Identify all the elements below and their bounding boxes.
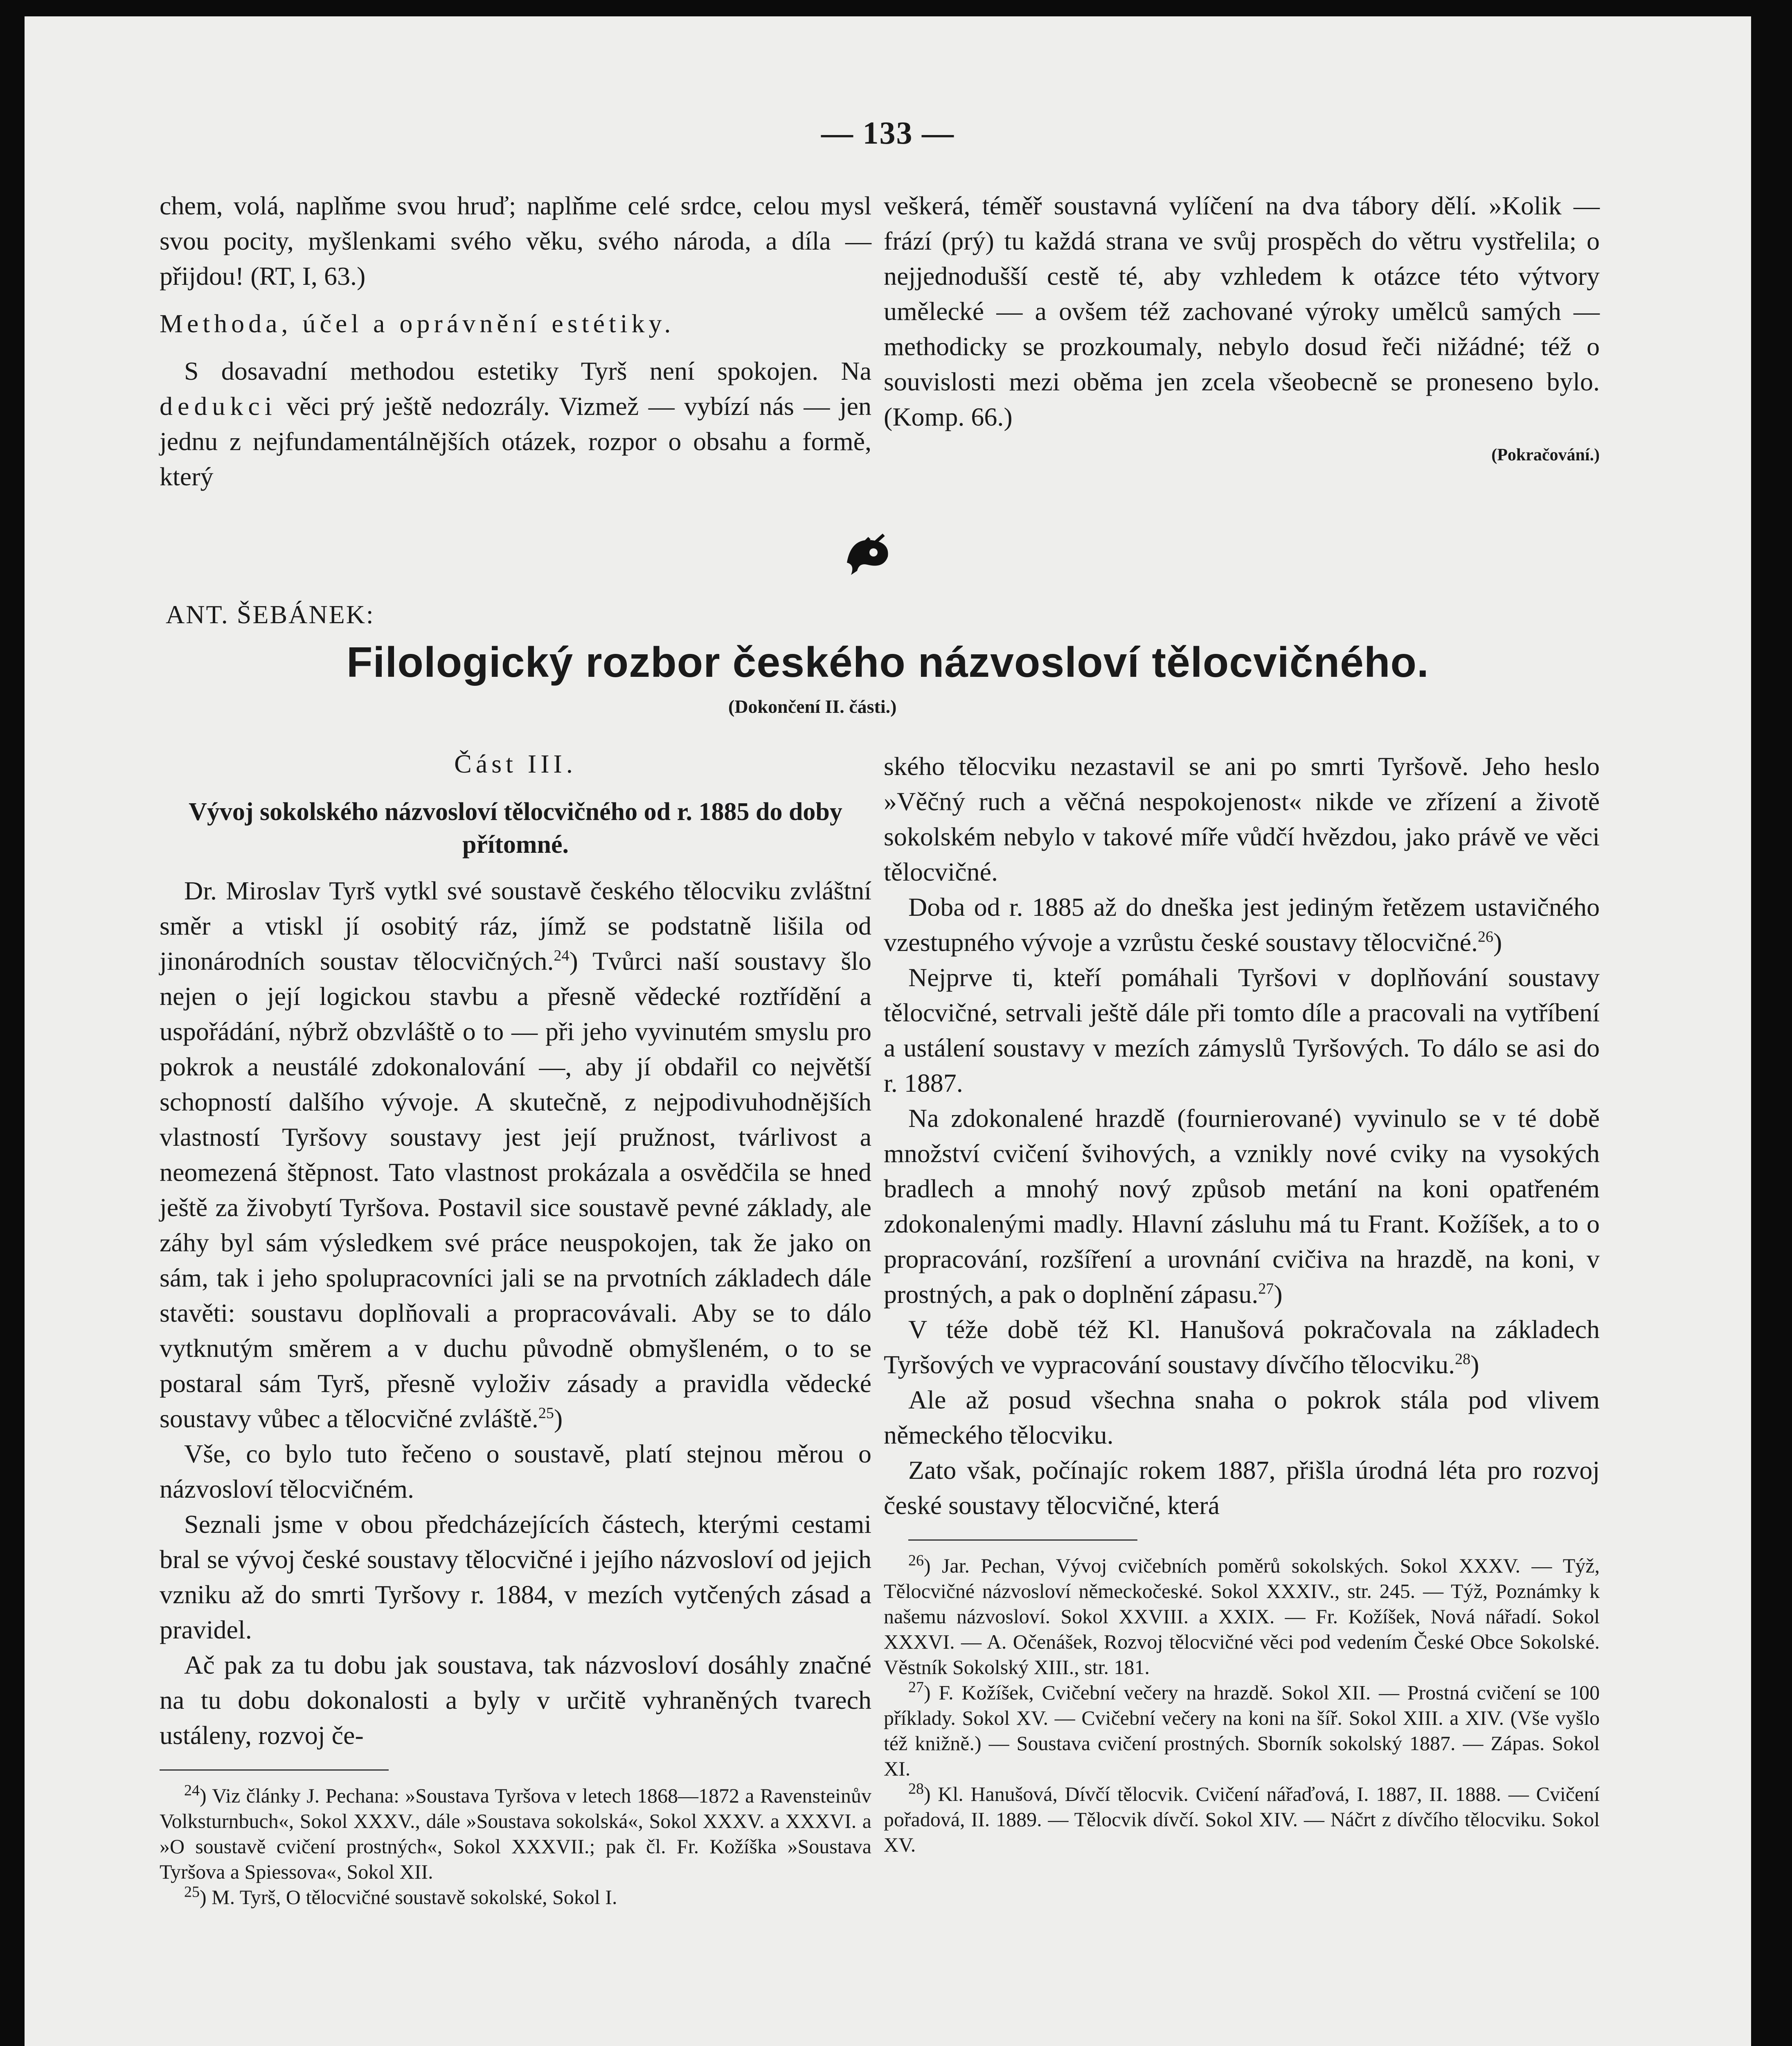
- ornament-icon: [839, 530, 896, 579]
- paragraph: veškerá, téměř soustavná vylíčení na dva tábory dělí. »Kolik — frází (prý) tu každá strana ve svůj prospěch do větru vystřelila; o nejjednodušší cestě té, aby vzhledem k otázce této výtvory umělecké — a ovšem též zachované výroky umělců samých — methodicky se prozkoumaly, nebylo dosud řeči nižádné; též o souvislosti mezi oběma jen zcela všeobecně se proneseno bylo. (Komp. 66.): [884, 191, 1600, 431]
- footnote-ref: 26: [1478, 928, 1493, 946]
- footnote-divider: [908, 1539, 1137, 1541]
- right-column: [884, 749, 1600, 1857]
- paragraph: chem, volá, naplňme svou hruď; naplňme celé srdce, celou mysl svou pocity, myšlenkami svého věku, svého národa, a díla — přijdou! (RT, I, 63.): [160, 191, 871, 291]
- footnote-number: 25: [184, 1883, 200, 1901]
- paragraph: Seznali jsme v obou předcházejících částech, kterými cestami bral se vývoj české soustavy tělocvičné i jejího názvosloví od jejich vzniku až do smrti Tyršovy r. 1884, v mezích vytčených zásad a pravidel.: [160, 1510, 871, 1644]
- spaced-word: dedukci: [160, 392, 277, 421]
- article-title: Filologický rozbor českého názvosloví tělocvičného.: [347, 639, 1429, 686]
- paragraph: Ale až posud všechna snaha o pokrok stála pod vlivem německého tělocviku.: [884, 1385, 1600, 1449]
- author: ANT. ŠEBÁNEK:: [166, 600, 375, 629]
- footnote-text: ) Kl. Hanušová, Dívčí tělocvik. Cvičení nářaďová, I. 1887, II. 1888. — Cvičení pořadová, II. 1889. — Tělocvik dívčí. Sokol XIV. — Náčrt z dívčího tělocviku. Sokol XV.: [884, 1782, 1600, 1856]
- footnote-text: ) F. Kožíšek, Cvičební večery na hrazdě. Sokol XII. — Prostná cvičení se 100 příklady. Sokol XV. — Cvičební večery na koni na šíř. Sokol XIII. a XIV. (Vše vyšlo též knižně.) — Soustava cvičení prostných. Sborník sokolský 1887. — Zápas. Sokol XI.: [884, 1681, 1600, 1780]
- paragraph: [884, 890, 1600, 960]
- text-run: ): [554, 1404, 563, 1433]
- part-heading: Část III.: [454, 749, 577, 778]
- text-run: ): [1493, 928, 1502, 957]
- footnotes: [160, 1783, 871, 1910]
- footnote-ref: 24: [554, 947, 570, 964]
- paragraph: Ač pak za tu dobu jak soustava, tak názvosloví dosáhly značné na tu dobu dokonalosti a byly v určitě vyhraněných tvarech ustáleny, rozvoj če-: [160, 1650, 871, 1750]
- paragraph: ského tělocviku nezastavil se ani po smrti Tyršově. Jeho heslo »Věčný ruch a věčná nespokojenost« nikde ve zřízení a životě sokolském nebylo v takové míře vůdčí hvězdou, jako právě ve věci tělocvičné.: [884, 752, 1600, 886]
- text-run: věci prý ještě nedozrály. Vizmež — vybízí nás — jen jednu z nejfundamentálnějších otázek, rozpor o obsahu a formě, který: [160, 392, 871, 491]
- footnote-number: 27: [908, 1679, 924, 1696]
- footnote-ref: 28: [1455, 1350, 1471, 1368]
- text-run: Doba od r. 1885 až do dneška jest jediným řetězem ustavičného vzestupného vývoje a vzrůstu české soustavy tělocvičné.: [884, 892, 1600, 957]
- text-run: ): [1470, 1350, 1479, 1379]
- paragraph: Zato však, počínajíc rokem 1887, přišla úrodná léta pro rozvoj české soustavy tělocvičné, která: [884, 1456, 1600, 1520]
- part-subheading: Vývoj sokolského názvosloví tělocvičného od r. 1885 do doby přítomné.: [189, 798, 842, 859]
- footnote-text: ) M. Tyrš, O tělocvičné soustavě sokolské, Sokol I.: [200, 1886, 617, 1909]
- page-number: — 133 —: [821, 115, 955, 151]
- footnote-number: 24: [184, 1782, 200, 1799]
- footnotes: [884, 1553, 1600, 1857]
- footnote: [884, 1680, 1600, 1781]
- text-run: Dr. Miroslav Tyrš vytkl své soustavě českého tělocviku zvláštní směr a vtiskl jí osobitý ráz, jímž se podstatně lišila od jinonárodních soustav tělocvičných.: [160, 876, 871, 976]
- footnote-text: ) Viz články J. Pechana: »Soustava Tyršova v letech 1868—1872 a Ravensteinův Volksturnbuch«, Sokol XXXV., dále »Soustava sokolská«, Sokol XXXV. a XXXVI. a »O soustavě cvičení prostných«, Sokol XXXVII.; pak čl. Fr. Kožíška »Soustava Tyršova a Spiessova«, Sokol XII.: [160, 1784, 871, 1883]
- continued-note: (Pokračování.): [1491, 446, 1600, 464]
- text-run: ) Tvůrci naší soustavy šlo nejen o její logickou stavbu a přesně vědecké roztřídění a uspořádání, nýbrž obzvláště o to — při jeho vyvinutém smyslu pro pokrok a neustálé zdokonalování —, aby jí obdařil co největší schopností dalšího vývoje. A skutečně, z nejpodivuhodnějších vlastností Tyršovy soustavy jest její pružnost, tvárlivost a neomezená štěpnost. Tato vlastnost prokázala a osvědčila se hned ještě za živobytí Tyršova. Postavil sice soustavě pevné základy, ale záhy byl sám výsledkem své práce neuspokojen, tak že jako on sám, tak i jeho spolupracovníci jali se na prvotních základech dále stavěti: soustavu doplňovali a propracovávali. Aby se to dálo vytknutým směrem a v duchu původně obmyšleném, o to se postaral sám Tyrš, přesně vyloživ zásady a pravidla vědecké soustavy vůbec a tělocvičné zvláště.: [160, 946, 872, 1433]
- left-column: [160, 749, 871, 1910]
- paragraph: Vše, co bylo tuto řečeno o soustavě, platí stejnou měrou o názvosloví tělocvičném.: [160, 1439, 871, 1503]
- article-subtitle: (Dokončení II. části.): [728, 696, 897, 717]
- text-run: V téže době též Kl. Hanušová pokračovala na základech Tyršových ve vypracování soustavy dívčího tělocviku.: [884, 1315, 1600, 1379]
- top-left-column: [160, 188, 871, 494]
- footnote: [160, 1783, 871, 1884]
- footnote: [160, 1884, 871, 1910]
- footnote-ref: 25: [538, 1404, 554, 1422]
- footnote-number: 28: [908, 1780, 924, 1798]
- footnote: [884, 1781, 1600, 1857]
- footnote-divider: [160, 1769, 389, 1771]
- paragraph: [884, 1312, 1600, 1382]
- top-right-column: [884, 188, 1600, 465]
- footnote: [884, 1553, 1600, 1680]
- text-run: Na zdokonalené hrazdě (fournierované) vyvinulo se v té době množství cvičení švihových, a vznikly nové cviky na vysokých bradlech a mnohý nový způsob metání na koni opatřeném zdokonalenými madly. Hlavní zásluhu má tu Frant. Kožíšek, a to o propracování, rozšíření a urovnání cvičiva na hrazdě, na koni, v prostných, a pak o doplnění zápasu.: [884, 1104, 1600, 1309]
- page: [25, 16, 1751, 2046]
- footnote-number: 26: [908, 1552, 924, 1569]
- paragraph: [160, 873, 871, 1436]
- text-run: S dosavadní methodou estetiky Tyrš není spokojen. Na: [184, 356, 871, 385]
- paragraph: [884, 1101, 1600, 1312]
- footnote-text: ) Jar. Pechan, Vývoj cvičebních poměrů sokolských. Sokol XXXV. — Týž, Tělocvičné názvosloví německočeské. Sokol XXXIV., str. 245. — Týž, Poznámky k našemu názvosloví. Sokol XXVIII. a XXIX. — Fr. Kožíšek, Nová nářadí. Sokol XXXVI. — A. Očenášek, Rozvoj tělocvičné věci pod vedením České Obce Sokolské. Věstník Sokolský XIII., str. 181.: [884, 1554, 1600, 1679]
- section-heading: Methoda, účel a oprávnění estétiky.: [160, 309, 675, 338]
- text-run: ): [1274, 1280, 1283, 1309]
- paragraph: Nejprve ti, kteří pomáhali Tyršovi v doplňování soustavy tělocvičné, setrvali ještě dále při tomto díle a pracovali na vytříbení a ustálení soustavy v mezích zámyslů Tyršových. To dálo se asi do r. 1887.: [884, 963, 1600, 1097]
- paragraph: [160, 354, 871, 494]
- footnote-ref: 27: [1258, 1280, 1274, 1298]
